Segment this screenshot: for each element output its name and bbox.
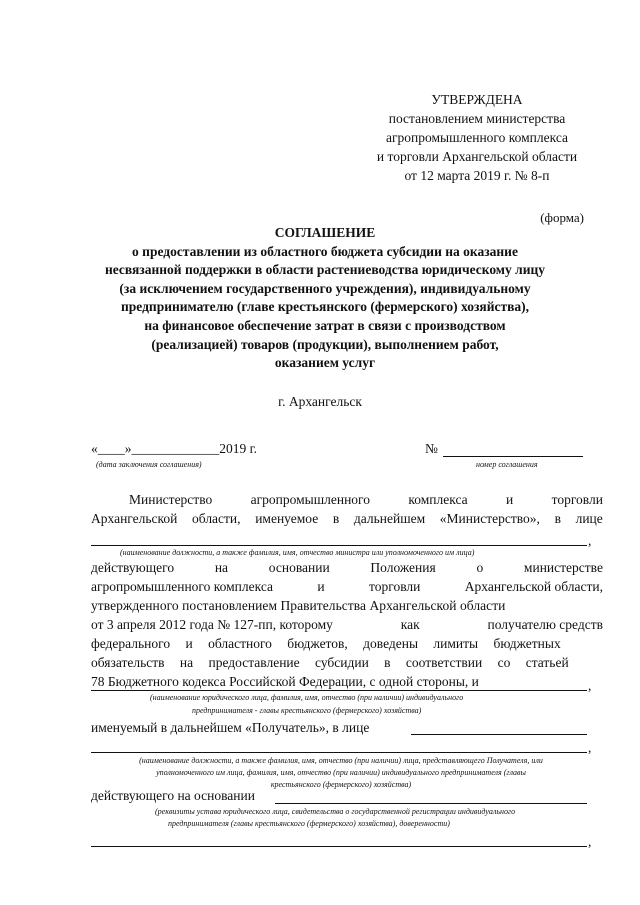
title-line: оказанием услуг [274,355,376,371]
minister-field [91,545,587,546]
paragraph-line: действующего на основании Положения о министерстве [91,560,603,575]
comma: , [588,834,592,849]
title-line: предпринимателю (главе крестьянского (фермерского) хозяйства), [120,299,530,315]
approval-line: агропромышленного комплекса [386,130,568,145]
approval-line: постановлением министерства [388,111,566,126]
form-label: (форма) [540,210,584,225]
recipient-hint: (наименование юридического лица, фамилия, имя, отчество (при наличии) индивидуального [150,693,464,702]
number-field [443,456,583,457]
number-sign: № [425,441,438,456]
basis-text: действующего на основании [91,788,255,803]
paragraph-line: агропромышленного комплекса и торговли Архангельской области, [91,579,603,594]
recipient-rep-field [411,734,587,735]
basis-hint: (реквизиты устава юридического лица, свидетельства о государственной регистрации индивидуального [155,807,516,816]
comma: , [588,740,592,755]
representative-hint: крестьянского (фермерского) хозяйства) [270,780,412,789]
recipient-hint: предпринимателя - главы крестьянского (фермерского) хозяйства) [192,706,422,715]
approval-line: и торговли Архангельской области [376,149,578,164]
comma: , [588,678,592,693]
recipient-text: именуемый в дальнейшем «Получатель», в лице [91,720,370,735]
approval-block [352,90,602,185]
representative-hint: (наименование должности, а также фамилия, имя, отчество (при наличии) лица, представляющего Получателя, или [139,756,543,765]
paragraph-line: 78 Бюджетного кодекса Российской Федерации, с одной стороны, и [91,674,479,689]
paragraph-line: от 3 апреля 2012 года № 127-пп, которому как получателю средств [91,617,603,632]
title-heading: СОГЛАШЕНИЕ [274,225,376,240]
title-line: (реализацией) товаров (продукции), выполнением работ, [151,336,499,352]
representative-hint: уполномоченного им лица, фамилия, имя, отчество (при наличии) индивидуального предпринимателя (главы [156,768,526,777]
paragraph-line: федерального и областного бюджетов, доведены лимиты бюджетных [91,636,561,651]
recipient-rep-field-2 [91,752,587,753]
number-hint: номер соглашения [476,460,538,469]
approval-heading: УТВЕРЖДЕНА [431,92,523,107]
title-line: о предоставлении из областного бюджета субсидии на оказание [132,243,518,259]
basis-field-2 [91,846,587,847]
approval-date: от 12 марта 2019 г. № 8-п [404,168,550,183]
basis-field [275,803,587,804]
paragraph-line: обязательств на предоставление субсидии в соответствии со статьей [91,655,569,670]
date-hint: (дата заключения соглашения) [96,460,202,469]
comma: , [588,533,592,548]
agreement-date: «____»_____________2019 г. [91,441,258,456]
recipient-name-field [91,690,587,691]
minister-hint: (наименование должности, а также фамилия, имя, отчество министра или уполномоченного им лица) [120,548,475,557]
paragraph-line: Министерство агропромышленного комплекса и торговли [129,492,603,507]
basis-hint: предпринимателя (главы крестьянского (фермерского) хозяйства), доверенности) [168,819,450,828]
title-line: (за исключением государственного учреждения), индивидуальному [119,280,531,296]
title-line: на финансовое обеспечение затрат в связи с производством [144,317,506,333]
document-title [80,224,570,373]
paragraph-line: утвержденного постановлением Правительства Архангельской области [91,598,506,613]
title-line: несвязанной поддержки в области растениеводства юридическому лицу [104,262,546,278]
paragraph-line: Архангельской области, именуемое в дальнейшем «Министерство», в лице [91,511,603,526]
city: г. Архангельск [278,394,362,409]
